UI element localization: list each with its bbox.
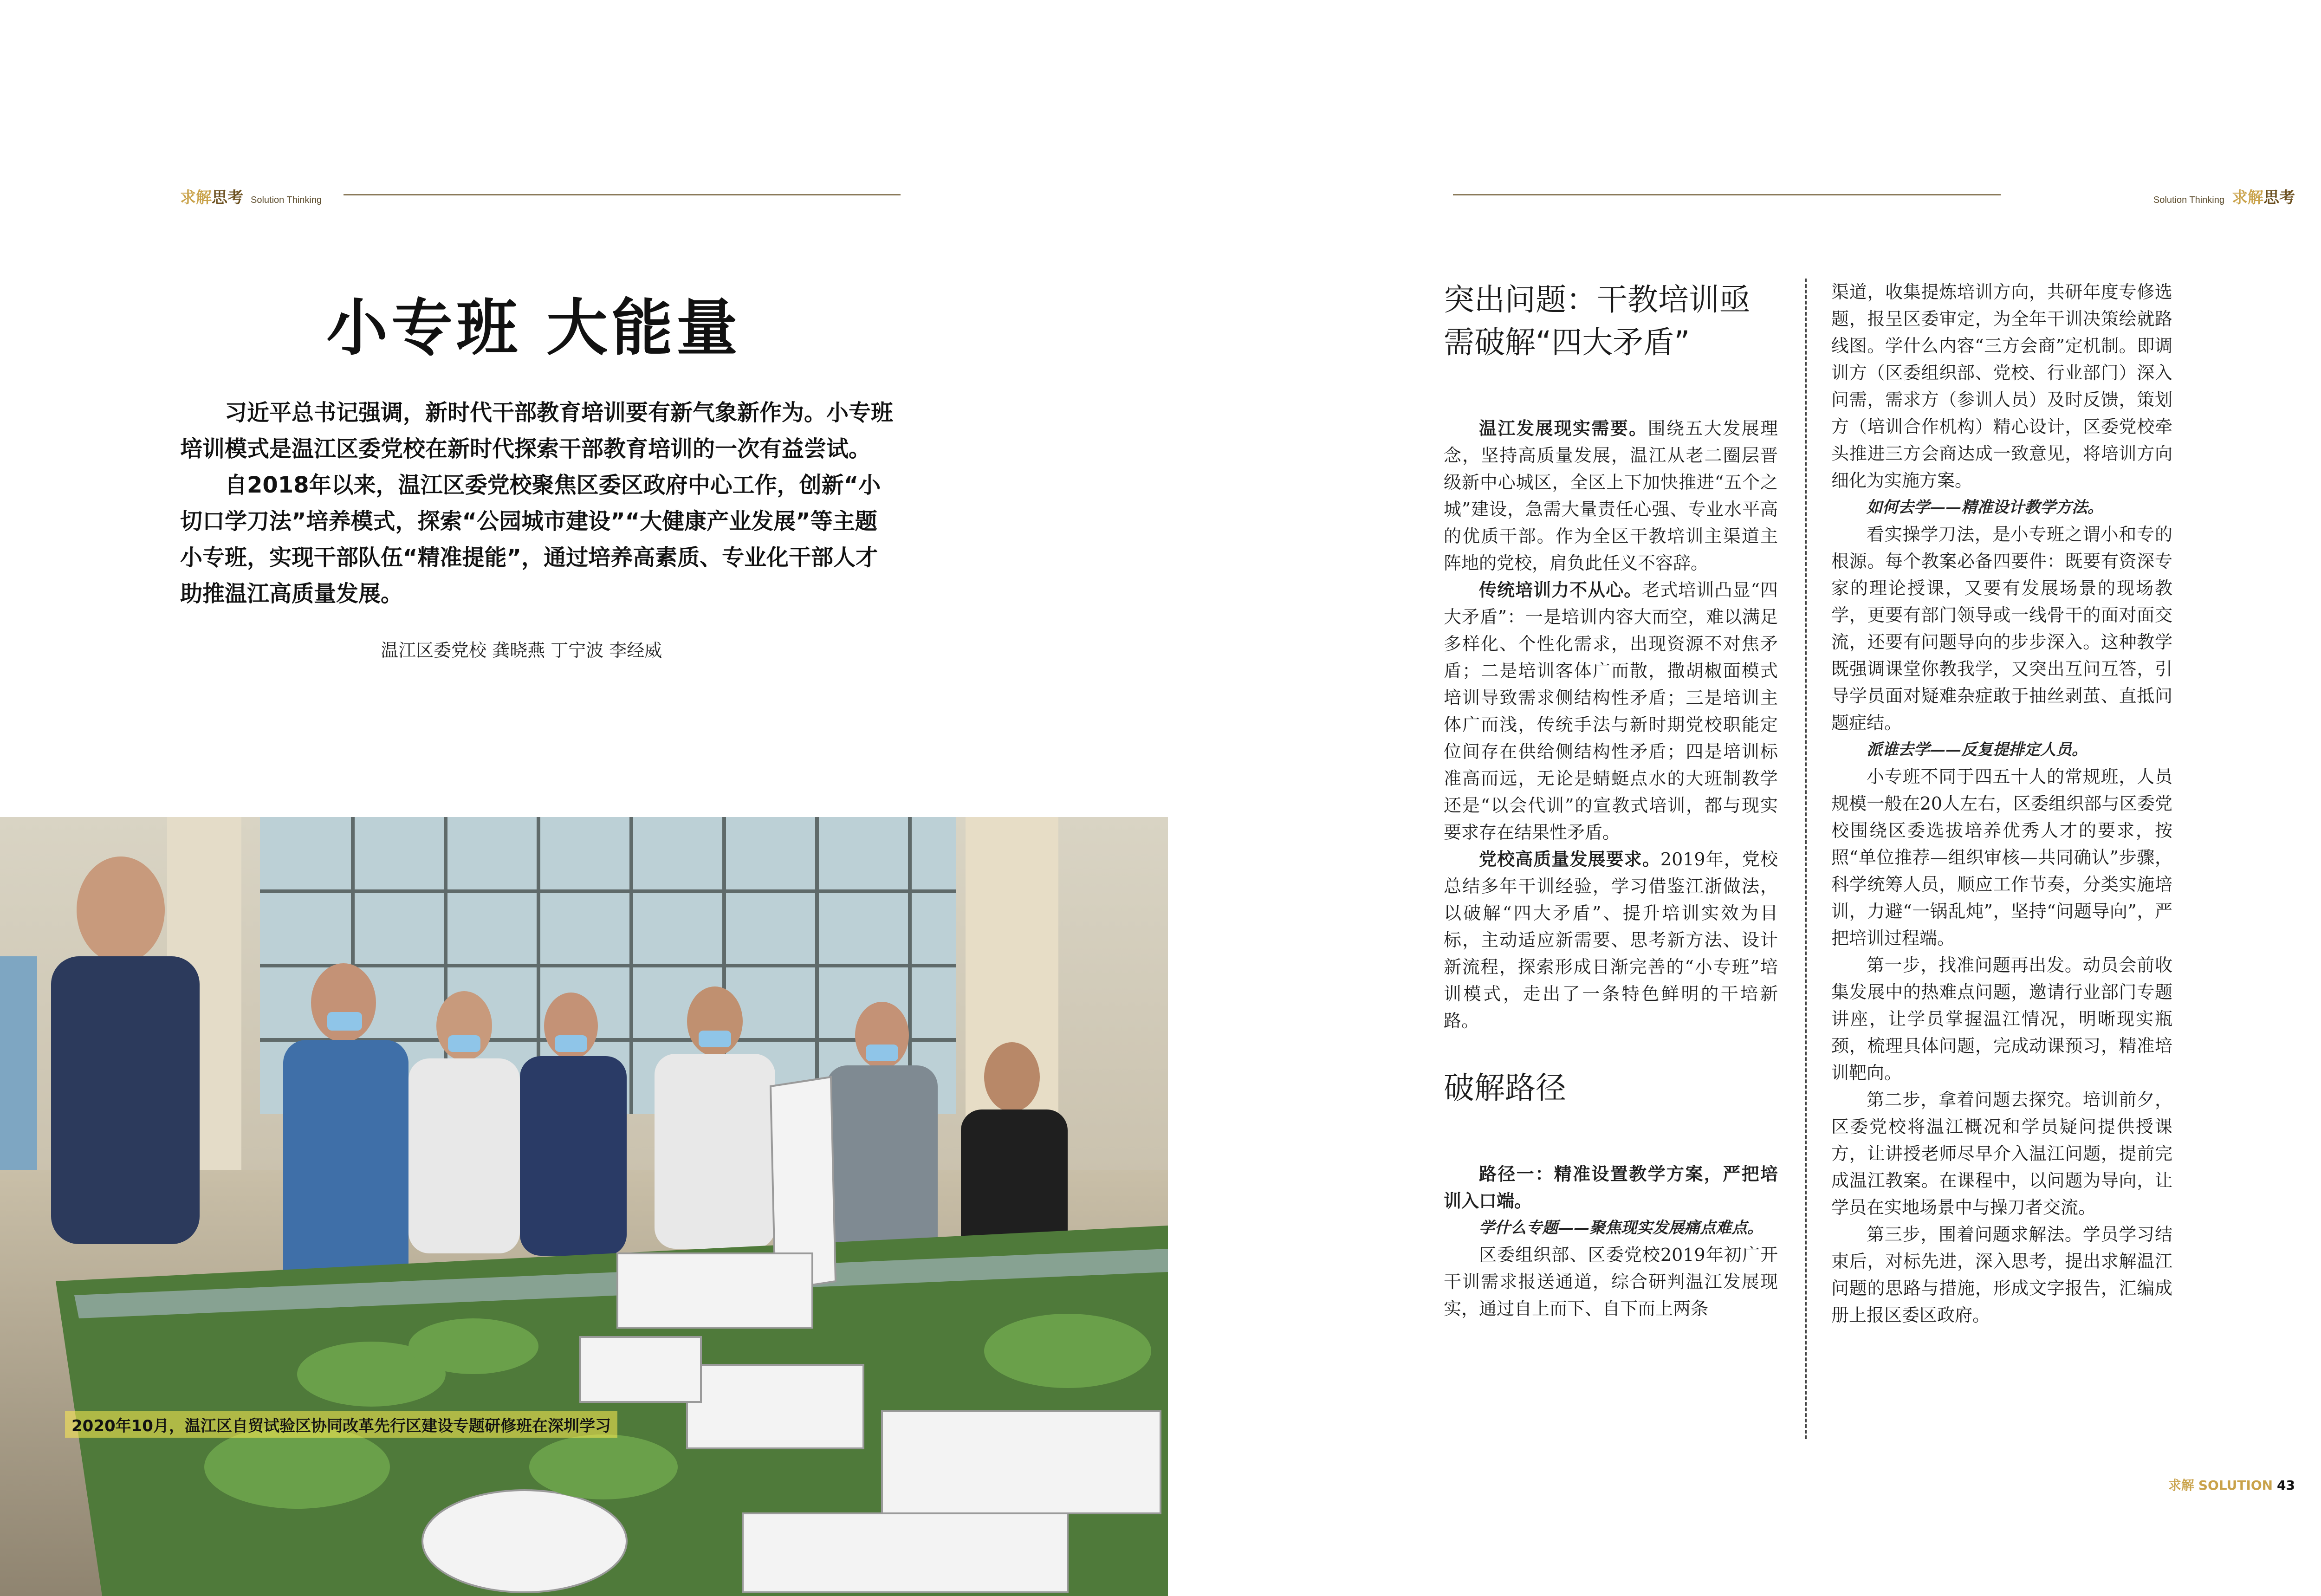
lead-paragraph: 自2018年以来，温江区委党校聚焦区委区政府中心工作，创新“小切口学刀法”培养模式，探索“公园城市建设”“大健康产业发展”等主题小专班，实现干部队伍“精准提能”，通过培养高素质、专业化干部人才助推温江高质量发展。 [180, 472, 881, 607]
section-kicker: 求解思考 [180, 188, 243, 207]
article-column-2 [1831, 279, 2172, 1329]
paragraph: 第一步，找准问题再出发。动员会前收集发展中的热难点问题，邀请行业部门专题讲座，让学员掌握温江情况，明晰现实瓶颈，梳理具体问题，完成动课预习，精准培训靶向。 [1831, 955, 2172, 1083]
column-divider [1805, 279, 1807, 1439]
section-kicker-en-right: Solution Thinking [2153, 195, 2224, 205]
paragraph: 温江发展现实需要。围绕五大发展理念，坚持高质量发展，温江从老二圈层晋级新中心城区，全区上下加快推进“五个之城”建设，急需大量责任心强、专业水平高的优质干部。作为全区干教培训主渠道主阵地的党校，肩负此任义不容辞。 [1444, 418, 1778, 573]
header-rule-left [344, 194, 901, 195]
article-column-1 [1444, 279, 1778, 1322]
article-photo [0, 817, 1168, 1596]
paragraph: 第二步，拿着问题去探究。培训前夕，区委党校将温江概况和学员疑问提供授课方，让讲授老师尽早介入温江问题，提前完成温江教案。在课程中，以问题为导向，让学员在实地场景中与操刀者交流。 [1831, 1090, 2172, 1218]
paragraph: 传统培训力不从心。老式培训凸显“四大矛盾”：一是培训内容大而空，难以满足多样化、个性化需求，出现资源不对焦矛盾；二是培训客体广而散，撒胡椒面模式培训导致需求侧结构性矛盾；三是培训主体广而浅，传统手法与新时期党校职能定位间存在供给侧结构性矛盾；四是培训标准高而远，无论是蜻蜓点水的大班制教学还是“以会代训”的宣教式培训，都与现实要求存在结果性矛盾。 [1444, 580, 1778, 843]
article-byline: 温江区委党校 龚晓燕 丁宁波 李经威 [381, 640, 662, 661]
footer-magazine: 求解 [2168, 1478, 2194, 1493]
section-heading: 破解路径 [1444, 1070, 1566, 1106]
path-heading: 路径一：精准设置教学方案，严把培训入口端。 [1444, 1164, 1778, 1211]
running-header-left [180, 185, 322, 208]
section-kicker-right: 求解思考 [2232, 188, 2295, 207]
paragraph: 看实操学刀法，是小专班之谓小和专的根源。每个教案必备四要件：既要有资深专家的理论授课，又要有发展场景的现场教学，更要有部门领导或一线骨干的面对面交流，还要有问题导向的步步深入。这种教学既强调课堂你教我学，又突出互问互答，引导学员面对疑难杂症敢于抽丝剥茧、直抵问题症结。 [1831, 524, 2172, 733]
section-kicker-en: Solution Thinking [251, 195, 322, 205]
page-number: 43 [2277, 1478, 2295, 1493]
paragraph: 小专班不同于四五十人的常规班，人员规模一般在20人左右，区委组织部与区委党校围绕区委选拔培养优秀人才的要求，按照“单位推荐—组织审核—共同确认”步骤，科学统筹人员，顺应工作节奏，分类实施培训，力避“一锅乱炖”，坚持“问题导向”，严把培训过程端。 [1831, 766, 2172, 948]
paragraph: 区委组织部、区委党校2019年初广开干训需求报送通道，综合研判温江发展现实，通过自上而下、自下而上两条 [1444, 1245, 1778, 1319]
footer-magazine-en: SOLUTION [2198, 1478, 2273, 1493]
subheading: 如何去学——精准设计教学方法。 [1867, 498, 2103, 517]
paragraph: 党校高质量发展要求。2019年，党校总结多年干训经验，学习借鉴江浙做法，以破解“四大矛盾”、提升培训实效为目标，主动适应新需要、思考新方法、设计新流程，探索形成日渐完善的“小专班”培训模式，走出了一条特色鲜明的干培新路。 [1444, 849, 1778, 1031]
paragraph: 第三步，围着问题求解法。学员学习结束后，对标先进，深入思考，提出求解温江问题的思路与措施，形成文字报告，汇编成册上报区委区政府。 [1831, 1224, 2172, 1325]
paragraph-lead: 党校高质量发展要求。 [1479, 849, 1660, 869]
subheading: 派谁去学——反复提排定人员。 [1867, 740, 2088, 759]
paragraph: 渠道，收集提炼培训方向，共研年度专修选题，报呈区委审定，为全年干训决策绘就路线图。学什么内容“三方会商”定机制。即调训方（区委组织部、党校、行业部门）深入问需，需求方（参训人员）及时反馈，策划方（培训合作机构）精心设计，区委党校牵头推进三方会商达成一致意见，将培训方向细化为实施方案。 [1831, 282, 2172, 491]
paragraph-lead: 温江发展现实需要。 [1479, 418, 1648, 439]
page-footer [2168, 1475, 2295, 1494]
article-title: 小专班 大能量 [326, 292, 741, 364]
header-rule-right [1453, 194, 2001, 195]
lead-paragraph: 习近平总书记强调，新时代干部教育培训要有新气象新作为。小专班培训模式是温江区委党校在新时代探索干部教育培训的一次有益尝试。 [180, 400, 894, 462]
article-lead [180, 395, 895, 612]
running-header-right [2153, 185, 2295, 208]
subheading: 学什么专题——聚焦现实发展痛点难点。 [1479, 1219, 1763, 1237]
section-heading: 突出问题：干教培训亟需破解“四大矛盾” [1444, 282, 1750, 360]
paragraph-lead: 传统培训力不从心。 [1479, 580, 1642, 600]
photo-caption: 2020年10月，温江区自贸试验区协同改革先行区建设专题研修班在深圳学习 [65, 1411, 617, 1438]
